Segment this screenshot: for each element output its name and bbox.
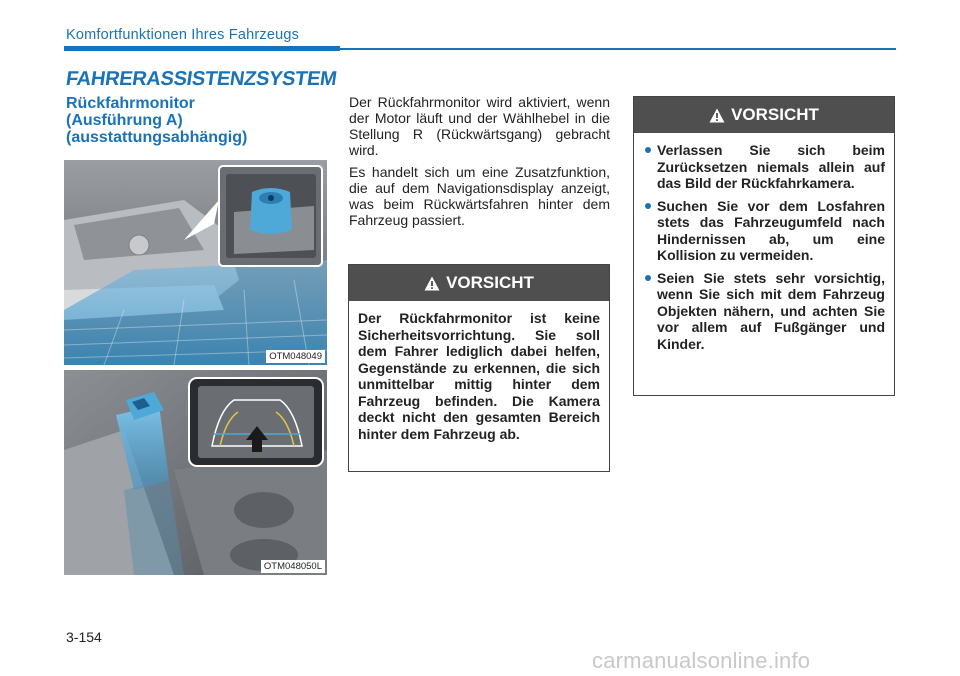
header-rule-thick <box>64 46 340 51</box>
subsection-title-line1: Rückfahrmonitor <box>66 95 195 112</box>
subsection-title-line3: (ausstattungsabhängig) <box>66 129 248 146</box>
subsection-title-line2: (Ausführung A) <box>66 112 183 129</box>
watermark-text: carmanualsonline.info <box>592 648 811 673</box>
bullet-dot-icon <box>645 147 651 153</box>
gear-display-illustration <box>64 370 327 575</box>
page-number: 3-154 <box>66 629 102 645</box>
page-header-title: Komfortfunktionen Ihres Fahrzeugs <box>66 27 300 43</box>
caution-list-item <box>643 270 885 353</box>
caution-box-1 <box>348 264 610 472</box>
warning-triangle-icon <box>709 108 725 123</box>
figure-rear-camera <box>64 160 327 365</box>
caution-header-1 <box>349 265 609 301</box>
caution-text-1: Der Rückfahrmonitor ist keine Sicherheitsvorrichtung. Sie soll dem Fahrer lediglich dabei helfen, Gegenstände zu erkennen, die sich unmittelbar mittig hinter dem Fahrzeug befinden. Die Kamera deckt nicht den gesamten Bereich hinter dem Fahrzeug ab. <box>358 310 600 442</box>
body-paragraph-1: Der Rückfahrmonitor wird aktiviert, wenn der Motor läuft und der Wählhebel in die Stellung R (Rückwärtsgang) gebracht wird. <box>349 94 610 158</box>
caution-heading-1: VORSICHT <box>446 273 534 292</box>
caution-list-item <box>643 198 885 264</box>
caution-item-text: Suchen Sie vor dem Losfahren stets das Fahrzeugumfeld nach Hindernissen ab, um eine Kollision zu vermeiden. <box>657 197 885 263</box>
caution-header-2 <box>634 97 894 133</box>
caution-list <box>634 133 894 366</box>
figure-gear-display <box>64 370 327 575</box>
caution-item-text: Seien Sie stets sehr vorsichtig, wenn Sie sich mit dem Fahrzeug Objekten nähern, und achten Sie vor allem auf Fußgänger und Kinder. <box>657 269 885 352</box>
caution-heading-2: VORSICHT <box>731 105 819 124</box>
body-text-column <box>349 94 610 234</box>
bullet-dot-icon <box>645 275 651 281</box>
figure-code-1: OTM048049 <box>266 350 325 363</box>
warning-triangle-icon <box>424 276 440 291</box>
caution-list-item <box>643 142 885 192</box>
section-title: FAHRERASSISTENZSYSTEM <box>64 68 339 90</box>
body-paragraph-2: Es handelt sich um eine Zusatzfunktion, die auf dem Navigationsdisplay anzeigt, was beim Rückwärtsfahren hinter dem Fahrzeug passiert. <box>349 164 610 228</box>
subsection-title <box>66 95 336 146</box>
figure-code-2: OTM048050L <box>261 560 325 573</box>
rear-camera-illustration <box>64 160 327 365</box>
header-rule-thin <box>340 48 896 50</box>
caution-box-2 <box>633 96 895 396</box>
bullet-dot-icon <box>645 203 651 209</box>
caution-item-text: Verlassen Sie sich beim Zurücksetzen niemals allein auf das Bild der Rückfahrkamera. <box>657 142 885 191</box>
